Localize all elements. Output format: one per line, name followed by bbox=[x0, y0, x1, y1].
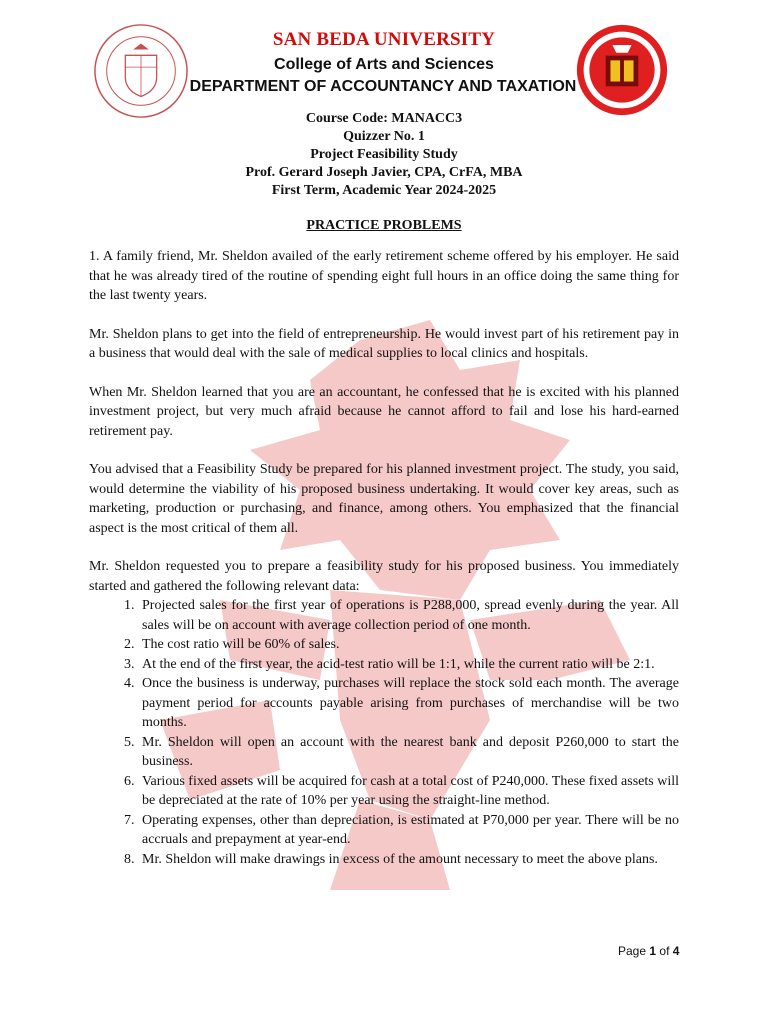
paragraph: You advised that a Feasibility Study be prepared for his planned investment project. The study, you said, would determine the viability of his proposed business undertaking. It would cover key areas, such as marketing, production or purchasing, and finance, among others. You emphasized that the financial aspect is the most critical of them all. bbox=[89, 462, 679, 536]
data-list bbox=[89, 596, 679, 869]
problem-body bbox=[89, 247, 679, 869]
list-item: 5. Mr. Sheldon will open an account with the nearest bank and deposit P260,000 to start the business. bbox=[138, 733, 679, 772]
section-title: PRACTICE PROBLEMS bbox=[306, 218, 462, 233]
paragraph: When Mr. Sheldon learned that you are an accountant, he confessed that he is excited with his planned investment project, but very much afraid because he cannot afford to fail and lose his hard-earned retirement pay. bbox=[89, 384, 679, 439]
list-item: 7. Operating expenses, other than depreciation, is estimated at P70,000 per year. There will be no accruals and prepayment at year-end. bbox=[138, 811, 679, 850]
course-info bbox=[0, 110, 768, 200]
university-name: SAN BEDA UNIVERSITY bbox=[272, 29, 496, 50]
request-intro: Mr. Sheldon requested you to prepare a feasibility study for his proposed business. You immediately started and gathered the following relevant data: bbox=[89, 559, 679, 594]
course-code: Course Code: MANACC3 bbox=[305, 111, 463, 126]
paragraph: 1. A family friend, Mr. Sheldon availed of the early retirement scheme offered by his employer. He said that he was already tired of the routine of spending eight full hours in an office doing the same thing for the last twenty years. bbox=[89, 249, 679, 303]
paragraph: Mr. Sheldon plans to get into the field of entrepreneurship. He would invest part of his retirement pay in a business that would deal with the sale of medical supplies to local clinics and hospitals. bbox=[89, 326, 679, 361]
page-footer bbox=[618, 944, 679, 958]
current-page: 1 bbox=[649, 944, 657, 958]
list-item: 1. Projected sales for the first year of operations is P288,000, spread evenly during the year. All sales will be on account with average collection period of one month. bbox=[138, 596, 679, 635]
quizzer-number: Quizzer No. 1 bbox=[343, 129, 425, 144]
of-word: of bbox=[659, 944, 670, 958]
academic-term: First Term, Academic Year 2024-2025 bbox=[271, 183, 497, 198]
total-pages: 4 bbox=[672, 944, 680, 958]
list-item: 8. Mr. Sheldon will make drawings in excess of the amount necessary to meet the above plans. bbox=[138, 850, 679, 870]
department-name: DEPARTMENT OF ACCOUNTANCY AND TAXATION bbox=[189, 78, 577, 95]
page-word: Page bbox=[618, 944, 647, 958]
course-subject: Project Feasibility Study bbox=[310, 147, 458, 162]
department-seal-icon bbox=[574, 22, 670, 118]
list-item: 6. Various fixed assets will be acquired for cash at a total cost of P240,000. These fixed assets will be depreciated at the rate of 10% per year using the straight-line method. bbox=[138, 772, 679, 811]
list-item: 3. At the end of the first year, the acid-test ratio will be 1:1, while the current ratio will be 2:1. bbox=[138, 655, 679, 675]
college-name: College of Arts and Sciences bbox=[274, 56, 494, 73]
list-item: 4. Once the business is underway, purchases will replace the stock sold each month. The average payment period for accounts payable arising from purchases of merchandise will be two months. bbox=[138, 674, 679, 733]
university-seal-icon bbox=[92, 22, 190, 120]
professor-name: Prof. Gerard Joseph Javier, CPA, CrFA, MBA bbox=[245, 165, 523, 180]
letterhead bbox=[190, 28, 578, 98]
list-item: 2. The cost ratio will be 60% of sales. bbox=[138, 635, 679, 655]
